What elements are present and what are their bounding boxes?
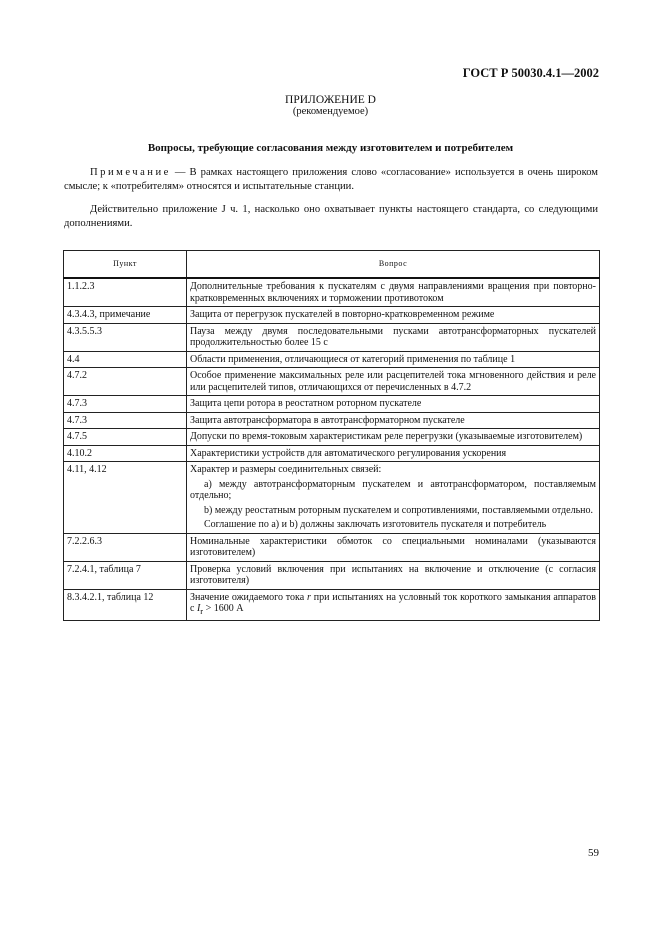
row-item: 1.1.2.3 bbox=[64, 278, 187, 307]
note-paragraph bbox=[64, 166, 598, 194]
appendix-block bbox=[0, 94, 661, 118]
appendix-title: ПРИЛОЖЕНИЕ D bbox=[285, 94, 376, 106]
intro-paragraph bbox=[64, 203, 598, 231]
row-question: Защита от перегрузок пускателей в повторно-кратковременном режиме bbox=[187, 307, 600, 324]
subscript-r: r bbox=[200, 607, 204, 616]
row-question: Пауза между двумя последовательными пусками автотрансформаторных пускателей продолжительностью более 15 с bbox=[187, 323, 600, 351]
row-question-compound bbox=[187, 462, 600, 534]
row-question: Защита цепи ротора в реостатном роторном пускателе bbox=[187, 396, 600, 413]
row-question: Номинальные характеристики обмоток со специальными номиналами (указываются изготовителем) bbox=[187, 533, 600, 561]
row-question: Характер и размеры соединительных связей: bbox=[190, 464, 382, 475]
variable-i: I bbox=[196, 603, 201, 614]
question-text-part: Значение ожидаемого тока bbox=[190, 591, 308, 603]
row-item: 4.7.5 bbox=[64, 429, 187, 446]
row-item: 7.2.2.6.3 bbox=[64, 533, 187, 561]
row-item: 4.7.2 bbox=[64, 368, 187, 396]
page-number: 59 bbox=[588, 847, 599, 859]
table-row bbox=[64, 323, 600, 351]
table-row bbox=[64, 412, 600, 429]
table-row bbox=[64, 368, 600, 396]
appendix-subtitle: (рекомендуемое) bbox=[292, 106, 369, 117]
col-header-item: Пункт bbox=[64, 251, 187, 279]
table-row bbox=[64, 307, 600, 324]
question-text-part: > 1600 А bbox=[203, 603, 244, 614]
sub-item-agreement: Соглашение по а) и b) должны заключать изготовитель пускателя и потребитель bbox=[204, 519, 547, 530]
row-item: 4.11, 4.12 bbox=[64, 462, 187, 534]
note-text: — В рамках настоящего приложения слово «согласование» используется в очень широком смысле; к «потребителям» относятся и испытательные станции. bbox=[64, 167, 598, 192]
row-item: 4.3.4.3, примечание bbox=[64, 307, 187, 324]
row-item: 4.7.3 bbox=[64, 412, 187, 429]
table-row bbox=[64, 462, 600, 534]
row-question: Защита автотрансформатора в автотрансформаторном пускателе bbox=[187, 412, 600, 429]
row-question: Характеристики устройств для автоматического регулирования ускорения bbox=[187, 445, 600, 462]
row-question bbox=[187, 589, 600, 620]
row-item: 4.4 bbox=[64, 351, 187, 368]
row-question: Особое применение максимальных реле или расцепителей тока мгновенного действия и реле или расцепителей типов, отличающихся от перечисленных в 4.7.2 bbox=[187, 368, 600, 396]
table-row bbox=[64, 351, 600, 368]
row-item: 4.7.3 bbox=[64, 396, 187, 413]
sub-item-b: b) между реостатным роторным пускателем и сопротивлениями, поставляемыми отдельно. bbox=[204, 504, 593, 516]
table-row bbox=[64, 278, 600, 307]
section-heading: Вопросы, требующие согласования между изготовителем и потребителем bbox=[147, 142, 514, 154]
row-question: Проверка условий включения при испытаниях на включение и отключение (с согласия изготовителя) bbox=[187, 561, 600, 589]
variable-r: r bbox=[307, 591, 311, 603]
table-row bbox=[64, 396, 600, 413]
table-row bbox=[64, 429, 600, 446]
row-item: 4.10.2 bbox=[64, 445, 187, 462]
standard-designation: ГОСТ Р 50030.4.1—2002 bbox=[462, 66, 599, 80]
table-header-row bbox=[64, 251, 600, 279]
sub-item-a: а) между автотрансформаторным пускателем и автотрансформатором, поставляемым отдельно; bbox=[190, 478, 596, 501]
requirements-table bbox=[63, 250, 600, 621]
note-label: Примечание bbox=[90, 167, 171, 178]
table-row bbox=[64, 589, 600, 620]
table-row bbox=[64, 533, 600, 561]
row-question: Дополнительные требования к пускателям с двумя направлениями вращения при повторно-кратковременных включениях и торможении противотоком bbox=[187, 278, 600, 307]
col-header-question: Вопрос bbox=[187, 251, 600, 279]
row-item: 8.3.4.2.1, таблица 12 bbox=[64, 589, 187, 620]
row-item: 7.2.4.1, таблица 7 bbox=[64, 561, 187, 589]
table-row bbox=[64, 445, 600, 462]
table-row bbox=[64, 561, 600, 589]
row-question: Допуски по время-токовым характеристикам реле перегрузки (указываемые изготовителем) bbox=[187, 429, 600, 446]
row-question: Области применения, отличающиеся от категорий применения по таблице 1 bbox=[187, 351, 600, 368]
question-text-part: при испытаниях на условный ток короткого замыкания аппаратов с bbox=[190, 591, 596, 614]
intro-text: Действительно приложение J ч. 1, насколько оно охватывает пункты настоящего стандарта, со следующими дополнениями. bbox=[64, 204, 598, 229]
row-item: 4.3.5.5.3 bbox=[64, 323, 187, 351]
